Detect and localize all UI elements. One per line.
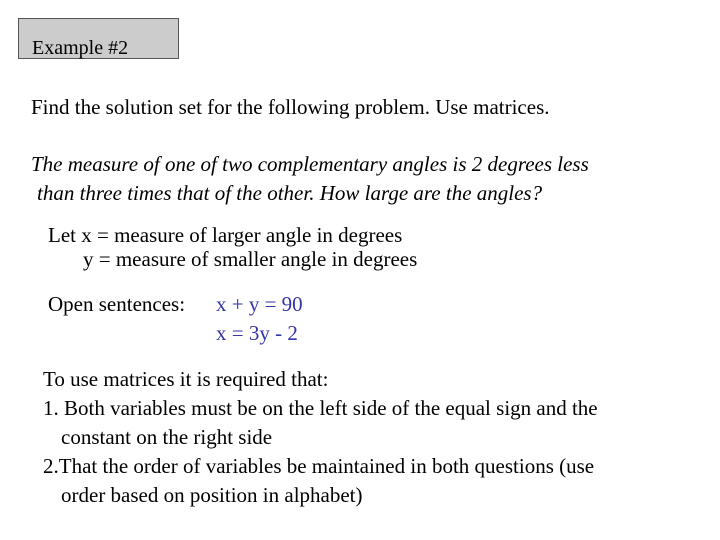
equation-2: x = 3y - 2	[216, 321, 298, 345]
instruction-text: Find the solution set for the following problem. Use matrices.	[31, 95, 550, 119]
requirements-intro: To use matrices it is required that:	[43, 367, 329, 391]
requirement-2-line-1: 2.That the order of variables be maintained in both questions (use	[43, 454, 595, 478]
problem-line-1: The measure of one of two complementary angles is 2 degrees less	[31, 152, 589, 176]
example-title-box	[18, 18, 179, 59]
problem-line-2: than three times that of the other. How large are the angles?	[37, 181, 543, 205]
open-sentences-label: Open sentences:	[48, 292, 186, 316]
example-title: Example #2	[32, 37, 129, 59]
variable-definition-y: y = measure of smaller angle in degrees	[83, 247, 418, 271]
equation-1: x + y = 90	[216, 292, 303, 316]
requirement-2-line-2: order based on position in alphabet)	[61, 483, 363, 507]
requirement-1-line-2: constant on the right side	[61, 425, 273, 449]
variable-definition-x: Let x = measure of larger angle in degrees	[48, 223, 403, 247]
requirement-1-line-1: 1. Both variables must be on the left side of the equal sign and the	[43, 396, 598, 420]
